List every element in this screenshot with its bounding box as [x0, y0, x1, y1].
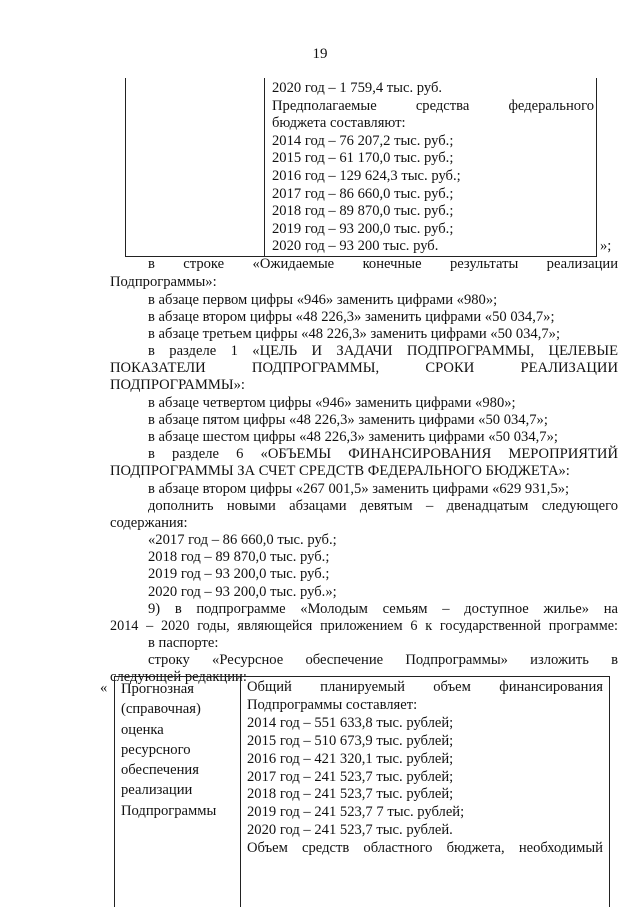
paragraph-line: в разделе 6 «ОБЪЕМЫ ФИНАНСИРОВАНИЯ МЕРОПРИЯТИЙ: [148, 446, 618, 462]
paragraph-line: 2014 – 2020 годы, являющейся приложением 6 к государственной программе:: [110, 618, 618, 634]
table-line: Прогнозная: [121, 681, 194, 697]
table-line: Подпрограммы: [121, 802, 217, 819]
table-line: 2019 год – 93 200,0 тыс. руб.;: [272, 220, 454, 237]
table-line: 2019 год – 241 523,7 7 тыс. рублей;: [247, 804, 465, 821]
paragraph-line: ПОДПРОГРАММЫ ЗА СЧЕТ СРЕДСТВ ФЕДЕРАЛЬНОГО БЮДЖЕТА»:: [110, 463, 570, 479]
table-line: 2018 год – 89 870,0 тыс. руб.;: [272, 203, 454, 220]
table-cell-label: [121, 679, 236, 821]
paragraph-line: в абзаце третьем цифры «48 226,3» заменить цифрами «50 034,7»;: [148, 326, 561, 342]
table-line: реализации: [121, 782, 193, 799]
table-line: 2020 год – 93 200 тыс. руб.: [272, 238, 439, 255]
paragraph-line: «2017 год – 86 660,0 тыс. руб.;: [148, 532, 337, 548]
paragraph-line: в абзаце четвертом цифры «946» заменить цифрами «980»;: [148, 395, 516, 411]
table-cell-funding: [247, 679, 603, 858]
table-line: 2014 год – 76 207,2 тыс. руб.;: [272, 132, 454, 149]
table-line: 2016 год – 421 320,1 тыс. рублей;: [247, 750, 454, 767]
paragraph-line: в абзаце первом цифры «946» заменить цифрами «980»;: [148, 292, 498, 308]
paragraph-line: ПОДПРОГРАММЫ»:: [110, 377, 245, 393]
table-line: обеспечения: [121, 762, 199, 779]
paragraph-line: в абзаце втором цифры «267 001,5» заменить цифрами «629 931,5»;: [148, 481, 570, 497]
table-line: 2015 год – 61 170,0 тыс. руб.;: [272, 150, 454, 167]
paragraph-line: 2019 год – 93 200,0 тыс. руб.;: [148, 566, 330, 582]
resource-table: [114, 676, 610, 907]
paragraph-line: 2020 год – 93 200,0 тыс. руб.»;: [148, 584, 337, 600]
paragraph-line: Подпрограммы»:: [110, 274, 217, 290]
paragraph-line: в абзаце пятом цифры «48 226,3» заменить цифрами «50 034,7»;: [148, 412, 548, 428]
paragraph-line: следующей редакции:: [110, 669, 247, 685]
table-line: 2017 год – 86 660,0 тыс. руб.;: [272, 185, 454, 202]
paragraph-line: ПОКАЗАТЕЛИ ПОДПРОГРАММЫ, СРОКИ РЕАЛИЗАЦИИ: [110, 360, 618, 376]
table-line: Предполагаемые средства федерального: [272, 97, 594, 114]
table-line: 2018 год – 241 523,7 тыс. рублей;: [247, 786, 454, 803]
table-line: ресурсного: [121, 741, 191, 758]
paragraph-line: в абзаце шестом цифры «48 226,3» заменить цифрами «50 034,7»;: [148, 429, 558, 445]
table-line: 2020 год – 241 523,7 тыс. рублей.: [247, 822, 453, 839]
paragraph-line: 2018 год – 89 870,0 тыс. руб.;: [148, 549, 330, 565]
table-line: Общий планируемый объем финансирования: [247, 679, 603, 695]
table-cell-funding: [272, 80, 594, 256]
table-line: 2016 год – 129 624,3 тыс. руб.;: [272, 167, 461, 184]
paragraph-line: содержания:: [110, 515, 188, 531]
paragraph-line: в строке «Ожидаемые конечные результаты реализации: [148, 256, 618, 272]
table-line: бюджета составляют:: [272, 115, 406, 132]
table-line: 2017 год – 241 523,7 тыс. рублей;: [247, 768, 454, 785]
paragraph-line: в разделе 1 «ЦЕЛЬ И ЗАДАЧИ ПОДПРОГРАММЫ, ЦЕЛЕВЫЕ: [148, 343, 618, 359]
table-line: (справочная): [121, 701, 201, 718]
paragraph-line: дополнить новыми абзацами девятым – двенадцатым следующего: [148, 498, 618, 514]
table-column-divider: [264, 78, 265, 256]
funding-table-fragment: [125, 78, 597, 257]
table-line: Объем средств областного бюджета, необходимый: [247, 840, 603, 857]
paragraph-line: строку «Ресурсное обеспечение Подпрограммы» изложить в: [148, 652, 618, 668]
paragraph-line: 9) в подпрограмме «Молодым семьям – доступное жилье» на: [148, 601, 618, 617]
table-line: 2020 год – 1 759,4 тыс. руб.: [272, 80, 443, 96]
table-line: 2014 год – 551 633,8 тыс. рублей;: [247, 714, 454, 731]
paragraph-line: в абзаце втором цифры «48 226,3» заменить цифрами «50 034,7»;: [148, 309, 555, 325]
table-line: Подпрограммы составляет:: [247, 696, 418, 713]
page-number: 19: [312, 46, 328, 62]
table-column-divider: [240, 677, 241, 907]
table-line: оценка: [121, 721, 164, 738]
table-line: 2015 год – 510 673,9 тыс. рублей;: [247, 732, 454, 749]
opening-quote: «: [100, 680, 108, 696]
closing-quote: »;: [600, 238, 612, 254]
paragraph-line: в паспорте:: [148, 635, 219, 651]
